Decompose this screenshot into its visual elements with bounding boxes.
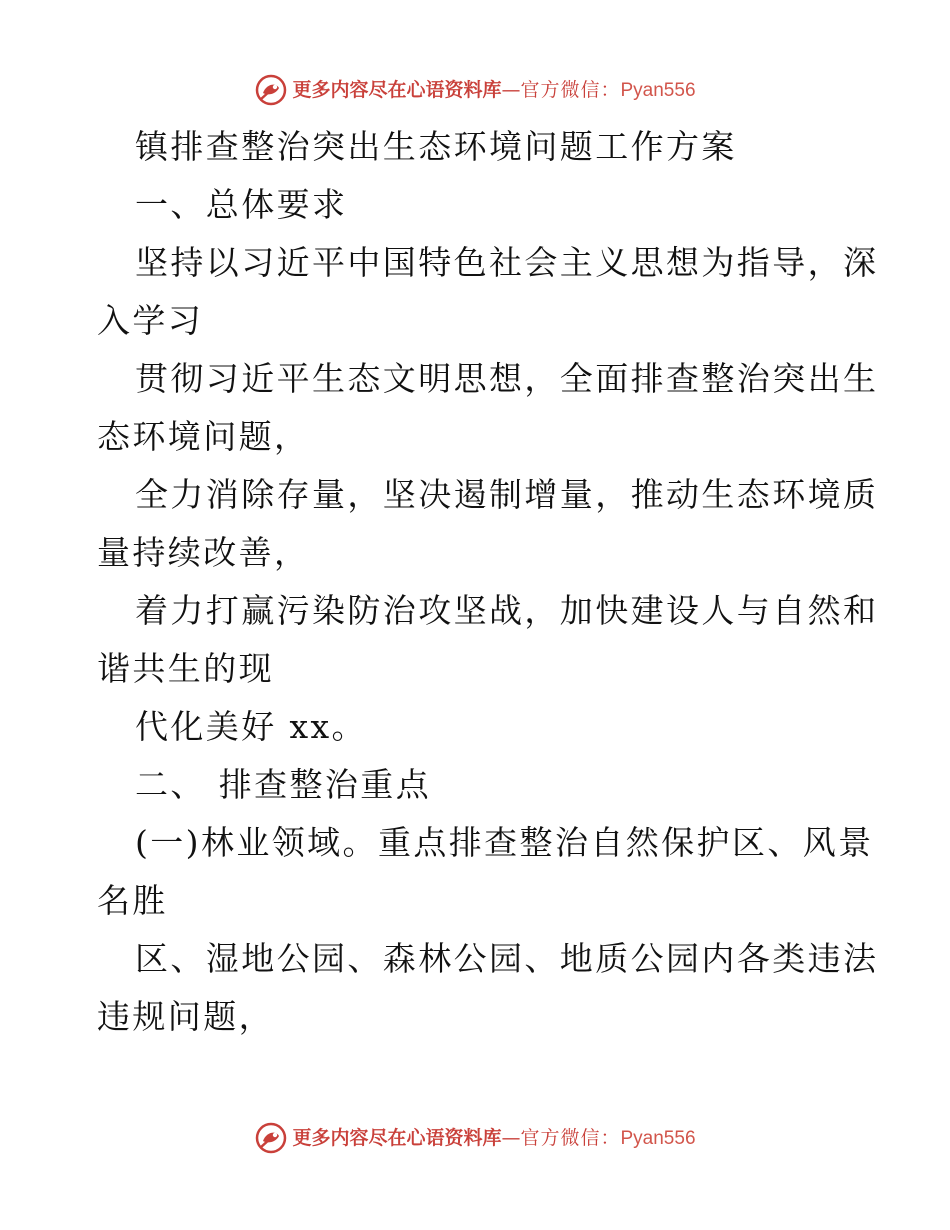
document-body (97, 118, 879, 1046)
document-line: (一)林业领域。重点排查整治自然保护区、风景 (135, 823, 874, 862)
document-line: 全力消除存量，坚决遏制增量，推动生态环境质 (135, 475, 879, 514)
watermark-wechat-id: Pyan556 (620, 79, 696, 101)
document-line: 量持续改善， (97, 533, 310, 572)
document-line: 入学习 (97, 301, 204, 340)
watermark-separator: — (501, 78, 521, 101)
watermark-main-text: 更多内容尽在心语资料库 (292, 78, 502, 101)
document-line: 态环境问题， (97, 417, 310, 456)
rose-seal-icon (254, 1121, 288, 1155)
watermark-separator: — (501, 1126, 521, 1149)
watermark-banner-top (0, 70, 950, 110)
watermark-wechat-label: 官方微信： (520, 1126, 621, 1149)
document-line: 谐共生的现 (97, 649, 274, 688)
watermark-banner-bottom (0, 1118, 950, 1158)
watermark-main-text: 更多内容尽在心语资料库 (292, 1126, 502, 1149)
document-line: 着力打赢污染防治攻坚战，加快建设人与自然和 (135, 591, 879, 630)
rose-seal-icon (254, 73, 288, 107)
document-line: 坚持以习近平中国特色社会主义思想为指导，深 (135, 243, 879, 282)
watermark-text (292, 1118, 695, 1159)
watermark-wechat-label: 官方微信： (520, 78, 621, 101)
document-line: 区、湿地公园、森林公园、地质公园内各类违法 (135, 939, 879, 978)
watermark-text (292, 70, 695, 111)
document-line: 一、总体要求 (135, 185, 348, 224)
document-line: 贯彻习近平生态文明思想，全面排查整治突出生 (135, 359, 879, 398)
document-line: 代化美好 xx。 (135, 707, 367, 746)
document-line: 镇排查整治突出生态环境问题工作方案 (135, 127, 737, 166)
document-line: 名胜 (97, 881, 168, 920)
document-line: 二、 排查整治重点 (135, 765, 432, 804)
watermark-wechat-id: Pyan556 (620, 1127, 696, 1149)
document-line: 违规问题， (97, 997, 274, 1036)
